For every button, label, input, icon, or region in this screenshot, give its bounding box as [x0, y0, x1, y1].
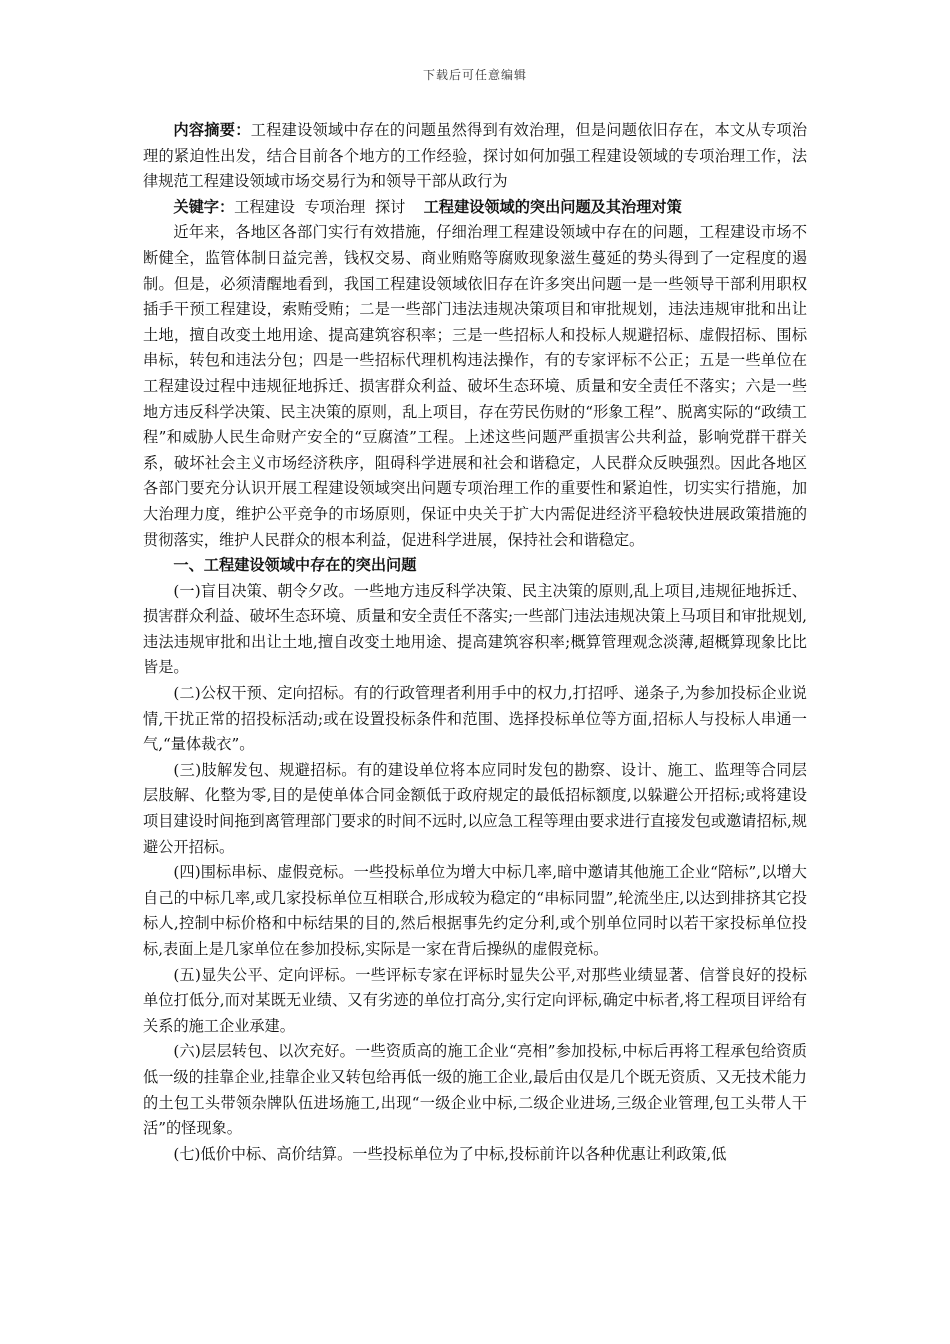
- intro-paragraph: 近年来，各地区各部门实行有效措施，仔细治理工程建设领域中存在的问题，工程建设市场不断健全，监管体制日益完善，钱权交易、商业贿赂等腐败现象滋生蔓延的势头得到了一定程度的遏制。但是，必须清醒地看到，我国工程建设领域依旧存在许多突出问题一是一些领导干部利用职权插手干预工程建设，索贿受贿；二是一些部门违法违规决策项目和审批规划，违法违规审批和出让土地，擅自改变土地用途、提高建筑容积率；三是一些招标人和投标人规避招标、虚假招标、围标串标，转包和违法分包；四是一些招标代理机构违法操作，有的专家评标不公正；五是一些单位在工程建设过程中违规征地拆迁、损害群众利益、破坏生态环境、质量和安全责任不落实；六是一些地方违反科学决策、民主决策的原则，乱上项目，存在劳民伤财的“形象工程”、脱离实际的“政绩工程”和威胁人民生命财产安全的“豆腐渣”工程。上述这些问题严重损害公共利益，影响党群干群关系，破坏社会主义市场经济秩序，阻碍科学进展和社会和谐稳定，人民群众反映强烈。因此各地区各部门要充分认识开展工程建设领域突出问题专项治理工作的重要性和紧迫性，切实实行措施，加大治理力度，维护公平竞争的市场原则，保证中央关于扩大内需促进经济平稳较快进展政策措施的贯彻落实，维护人民群众的根本利益，促进科学进展，保持社会和谐稳定。: [143, 223, 807, 549]
- keywords-line: [143, 195, 807, 221]
- section-heading: 一、工程建设领域中存在的突出问题: [173, 556, 417, 575]
- item-paragraph: (四)围标串标、虚假竞标。一些投标单位为增大中标几率,暗中邀请其他施工企业“陪标”,以增大自己的中标几率,或几家投标单位互相联合,形成较为稳定的“串标同盟”,轮流坐庄,以达到排挤其它投标人,控制中标价格和中标结果的目的,然后根据事先约定分利,或个别单位同时以若干家投标单位投标,表面上是几家单位在参加投标,实际是一家在背后操纵的虚假竞标。: [143, 863, 807, 958]
- document-body: [143, 118, 807, 1167]
- header-note: 下载后可任意编辑: [422, 68, 527, 82]
- item-paragraph: (三)肢解发包、规避招标。有的建设单位将本应同时发包的勘察、设计、施工、监理等合同层层肢解、化整为零,目的是使单体合同金额低于政府规定的最低招标额度,以躲避公开招标;或将建设项目建设时间拖到离管理部门要求的时间不远时,以应急工程等理由要求进行直接发包或邀请招标,规避公开招标。: [143, 760, 807, 856]
- abstract-label: 内容摘要：: [173, 121, 251, 139]
- item-paragraph: (二)公权干预、定向招标。有的行政管理者利用手中的权力,打招呼、递条子,为参加投标企业说情,干扰正常的招投标活动;或在设置投标条件和范围、选择投标单位等方面,招标人与投标人串通一气,“量体裁衣”。: [143, 684, 807, 754]
- item-paragraph: (一)盲目决策、朝令夕改。一些地方违反科学决策、民主决策的原则,乱上项目,违规征地拆迁、损害群众利益、破坏生态环境、质量和安全责任不落实;一些部门违法违规决策上马项目和审批规划,违法违规审批和出让土地,擅自改变土地用途、提高建筑容积率;概算管理观念淡薄,超概算现象比比皆是。: [143, 581, 807, 677]
- abstract-paragraph: [143, 118, 807, 195]
- abstract-text: 工程建设领域中存在的问题虽然得到有效治理，但是问题依旧存在，本文从专项治理的紧迫性出发，结合目前各个地方的工作经验，探讨如何加强工程建设领域的专项治理工作，法律规范工程建设领域市场交易行为和领导干部从政行为: [143, 121, 808, 191]
- item-paragraph: (六)层层转包、以次充好。一些资质高的施工企业“亮相”参加投标,中标后再将工程承包给资质低一级的挂靠企业,挂靠企业又转包给再低一级的施工企业,最后由仅是几个既无资质、又无技术能力的土包工头带领杂牌队伍进场施工,出现“一级企业中标,二级企业进场,三级企业管理,包工头带人干活”的怪现象。: [143, 1042, 807, 1138]
- item-paragraph: (五)显失公平、定向评标。一些评标专家在评标时显失公平,对那些业绩显著、信誉良好的投标单位打低分,而对某既无业绩、又有劣迹的单位打高分,实行定向评标,确定中标者,将工程项目评给有关系的施工企业承建。: [143, 965, 807, 1035]
- article-title: 工程建设领域的突出问题及其治理对策: [423, 197, 682, 216]
- keywords-text: 工程建设 专项治理 探讨: [234, 197, 406, 216]
- keywords-label: 关键字：: [173, 197, 235, 216]
- item-paragraph: (七)低价中标、高价结算。一些投标单位为了中标,投标前许以各种优惠让利政策,低: [173, 1144, 727, 1163]
